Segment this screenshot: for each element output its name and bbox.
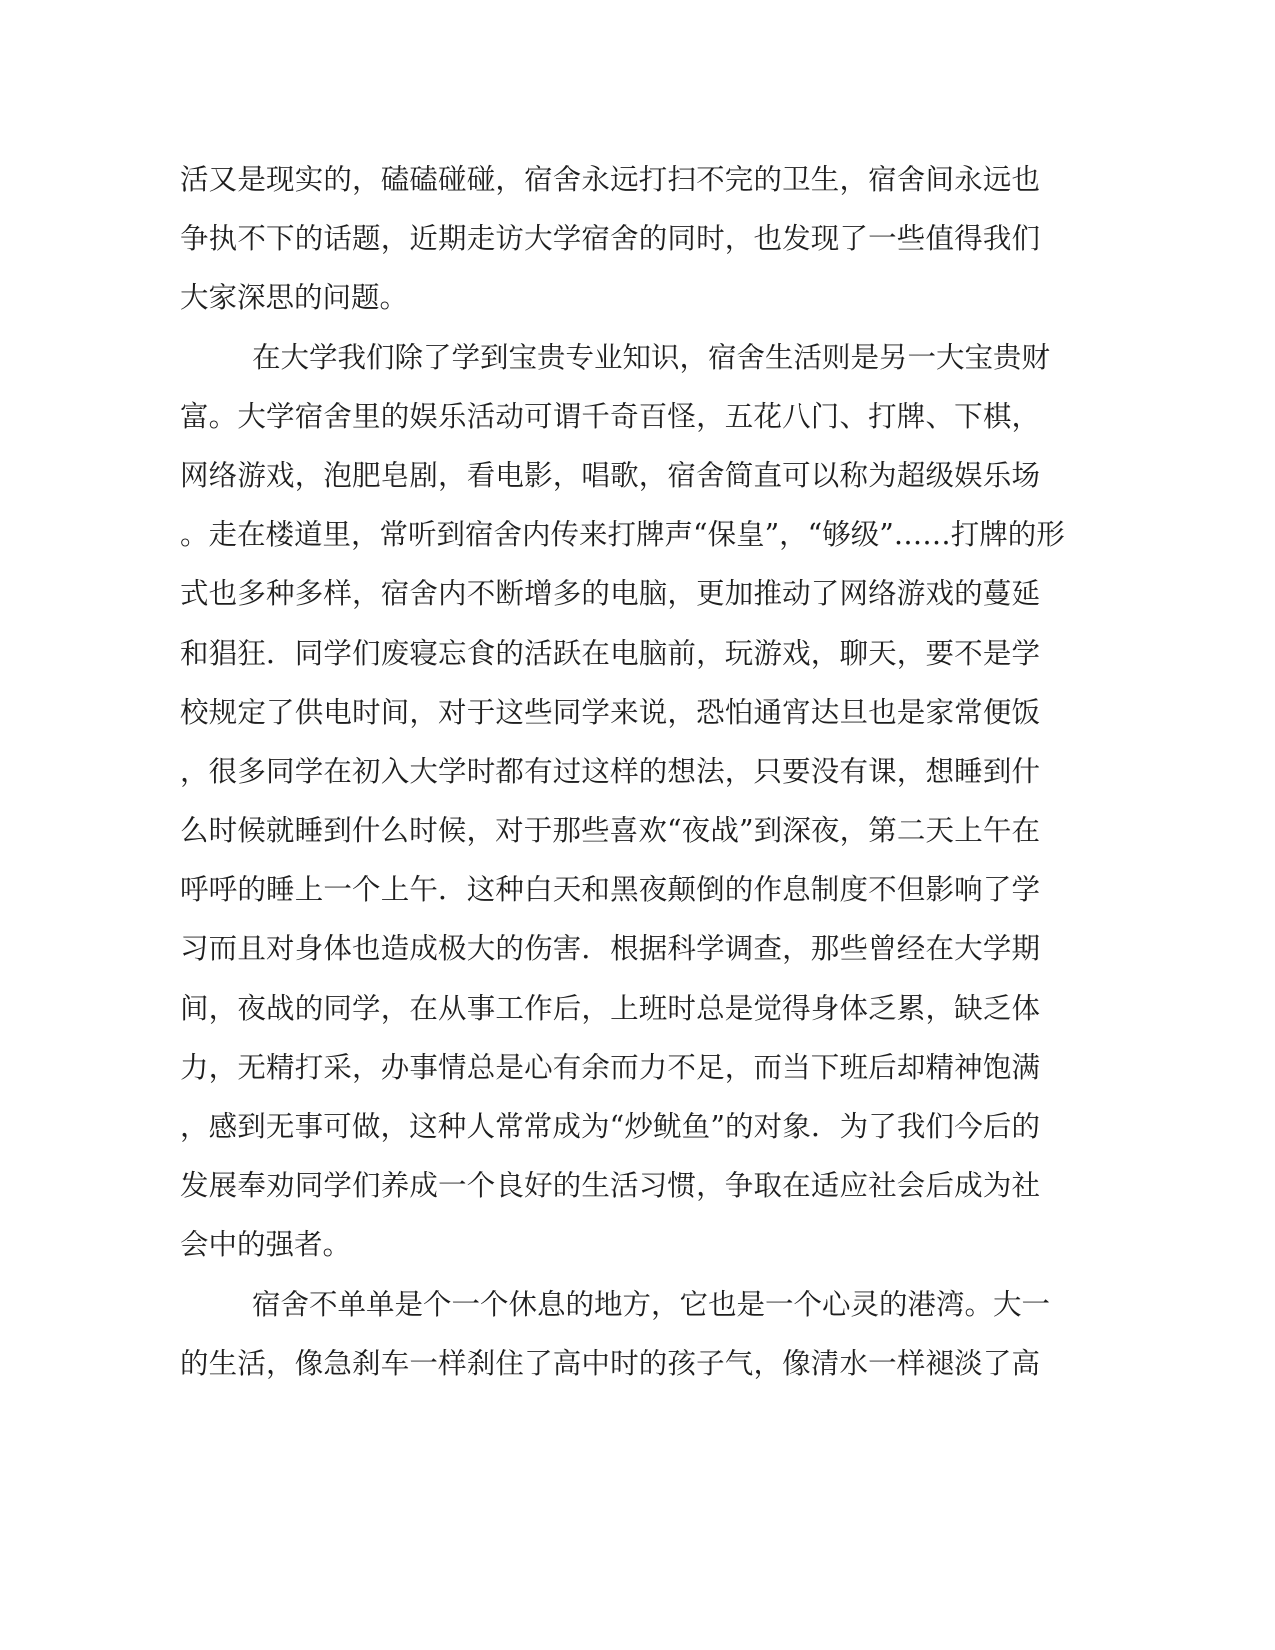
text-line: 的生活，像急刹车一样刹住了高中时的孩子气，像清水一样褪淡了高 [180,1346,1040,1380]
text-line: 争执不下的话题，近期走访大学宿舍的同时，也发现了一些值得我们 [180,222,1040,256]
text-line: 网络游戏，泡肥皂剧，看电影，唱歌，宿舍简直可以称为超级娱乐场 [180,458,1040,492]
body-text [180,150,1065,1393]
text-line: 和猖狂．同学们废寝忘食的活跃在电脑前，玩游戏，聊天，要不是学 [180,636,1040,670]
text-line: 习而且对身体也造成极大的伤害．根据科学调查，那些曾经在大学期 [180,932,1040,966]
text-line: 呼呼的睡上一个上午．这种白天和黑夜颠倒的作息制度不但影响了学 [180,873,1040,907]
text-line: ，感到无事可做，这种人常常成为“炒鱿鱼”的对象．为了我们今后的 [180,1110,1040,1143]
text-line: 么时候就睡到什么时候，对于那些喜欢“夜战”到深夜，第二天上午在 [180,814,1040,848]
text-line: 在大学我们除了学到宝贵专业知识，宿舍生活则是另一大宝贵财 [252,340,1051,374]
text-line: 活又是现实的，磕磕碰碰，宿舍永远打扫不完的卫生，宿舍间永远也 [180,163,1040,196]
text-line: 式也多种多样，宿舍内不断增多的电脑，更加推动了网络游戏的蔓延 [180,577,1040,611]
text-line: ，很多同学在初入大学时都有过这样的想法，只要没有课，想睡到什 [180,754,1040,788]
text-line: 间，夜战的同学，在从事工作后，上班时总是觉得身体乏累，缺乏体 [180,991,1040,1025]
text-line: 富。大学宿舍里的娱乐活动可谓千奇百怪，五花八门、打牌、下棋， [180,399,1040,433]
text-line: 。走在楼道里，常听到宿舍内传来打牌声“保皇”，“够级”……打牌的形 [180,518,1065,552]
text-line: 大家深思的问题。 [180,281,409,315]
text-line: 发展奉劝同学们养成一个良好的生活习惯，争取在适应社会后成为社 [180,1169,1040,1203]
text-line: 校规定了供电时间，对于这些同学来说，恐怕通宵达旦也是家常便饭 [180,695,1040,729]
text-line: 宿舍不单单是个一个休息的地方，它也是一个心灵的港湾。大一 [252,1287,1051,1321]
text-line: 会中的强者。 [180,1228,352,1262]
text-line: 力，无精打采，办事情总是心有余而力不足，而当下班后却精神饱满 [180,1050,1040,1084]
